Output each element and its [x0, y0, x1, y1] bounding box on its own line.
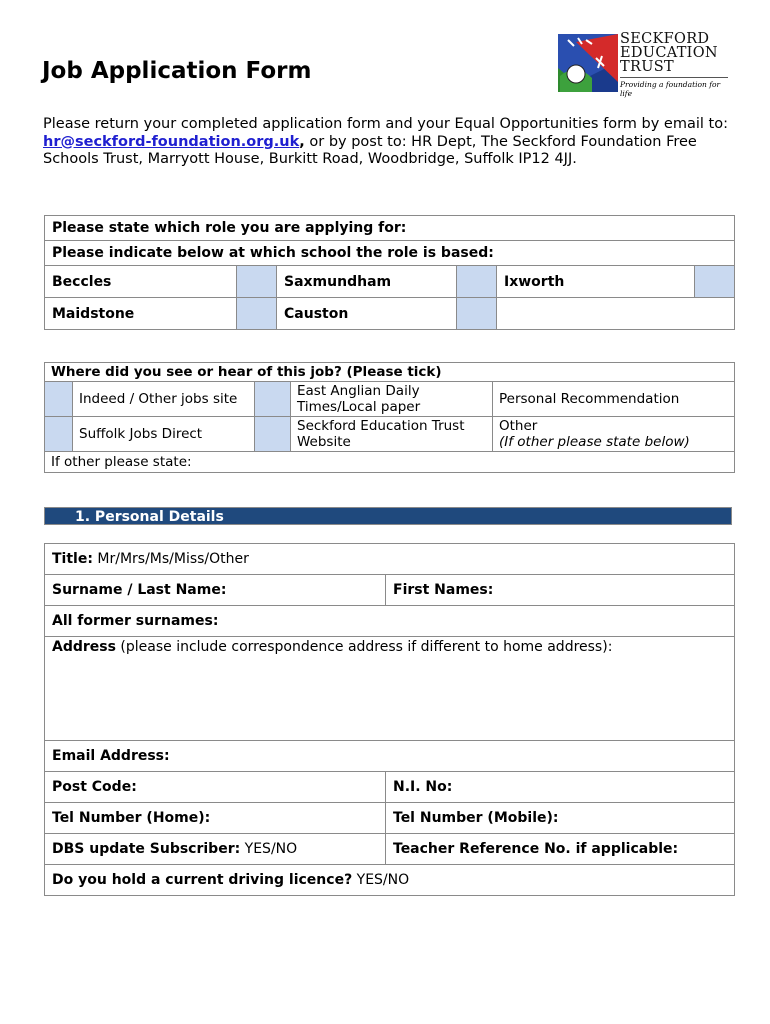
address-label: Address — [52, 639, 116, 655]
licence-label: Do you hold a current driving licence? — [52, 872, 353, 888]
source-tick-suffolk[interactable] — [45, 417, 73, 452]
source-other-note: (If other please state below) — [499, 434, 690, 450]
logo-tagline: Providing a foundation for life — [620, 80, 721, 98]
ni-number-field[interactable]: N.I. No: — [386, 772, 735, 803]
personal-details-section-header — [44, 507, 732, 525]
tel-mobile-field[interactable]: Tel Number (Mobile): — [386, 803, 735, 834]
source-label-suffolk: Suffolk Jobs Direct — [73, 417, 255, 452]
school-label-saxmundham: Saxmundham — [277, 266, 457, 298]
school-label-ixworth: Ixworth — [497, 266, 695, 298]
seckford-crest-icon — [556, 32, 620, 96]
school-label-causton: Causton — [277, 298, 457, 330]
school-tick-maidstone[interactable] — [237, 298, 277, 330]
dbs-label: DBS update Subscriber: — [52, 841, 241, 857]
role-school-table — [44, 215, 735, 330]
address-note: (please include correspondence address if different to home address): — [120, 639, 613, 655]
source-label-indeed: Indeed / Other jobs site — [73, 382, 255, 417]
intro-comma: , — [299, 133, 305, 150]
intro-text-2: or by post to: HR Dept, The Seckford Foundation Free Schools Trust, Marryott House, Burkitt Road, Woodbridge, Suffolk IP12 4JJ. — [43, 133, 697, 167]
seckford-logo — [556, 30, 734, 96]
driving-licence-field[interactable] — [45, 865, 735, 896]
email-field[interactable]: Email Address: — [45, 741, 735, 772]
source-label-other: Other — [499, 418, 538, 434]
source-tick-eadt[interactable] — [255, 382, 291, 417]
intro-paragraph — [43, 116, 733, 169]
school-tick-causton[interactable] — [457, 298, 497, 330]
logo-line-2: EDUCATION — [620, 45, 718, 61]
job-source-table — [44, 362, 735, 473]
tel-home-field[interactable]: Tel Number (Home): — [45, 803, 386, 834]
title-label: Title: — [52, 551, 93, 567]
dbs-value: YES/NO — [244, 841, 298, 857]
hr-email-link[interactable]: hr@seckford-foundation.org.uk — [43, 133, 300, 150]
former-surnames-field[interactable]: All former surnames: — [45, 606, 735, 637]
page-title: Job Application Form — [42, 58, 312, 84]
personal-details-heading: 1. Personal Details — [75, 509, 224, 525]
first-names-field[interactable]: First Names: — [386, 575, 735, 606]
source-other-state-field[interactable]: If other please state: — [45, 452, 735, 473]
source-label-eadt: East Anglian Daily Times/Local paper — [291, 382, 493, 417]
school-tick-ixworth[interactable] — [695, 266, 735, 298]
teacher-ref-field[interactable]: Teacher Reference No. if applicable: — [386, 834, 735, 865]
personal-details-table — [44, 543, 735, 896]
logo-divider — [620, 77, 728, 78]
title-field[interactable] — [45, 544, 735, 575]
source-label-recommendation[interactable]: Personal Recommendation — [493, 382, 735, 417]
source-label-website: Seckford Education Trust Website — [291, 417, 493, 452]
school-empty-cell — [497, 298, 735, 330]
logo-line-3: TRUST — [620, 59, 674, 75]
licence-value: YES/NO — [356, 872, 410, 888]
dbs-field[interactable] — [45, 834, 386, 865]
intro-text-1: Please return your completed application form and your Equal Opportunities form by email to: — [43, 116, 728, 132]
source-other-cell[interactable] — [493, 417, 735, 452]
school-prompt: Please indicate below at which school the role is based: — [45, 241, 735, 266]
postcode-field[interactable]: Post Code: — [45, 772, 386, 803]
address-field[interactable] — [45, 637, 735, 741]
school-label-beccles: Beccles — [45, 266, 237, 298]
source-tick-indeed[interactable] — [45, 382, 73, 417]
role-prompt[interactable]: Please state which role you are applying for: — [45, 216, 735, 241]
school-tick-beccles[interactable] — [237, 266, 277, 298]
logo-line-1: SECKFORD — [620, 31, 710, 47]
school-tick-saxmundham[interactable] — [457, 266, 497, 298]
surname-field[interactable]: Surname / Last Name: — [45, 575, 386, 606]
school-label-maidstone: Maidstone — [45, 298, 237, 330]
source-tick-website[interactable] — [255, 417, 291, 452]
source-heading: Where did you see or hear of this job? (Please tick) — [45, 363, 735, 382]
title-options: Mr/Mrs/Ms/Miss/Other — [97, 551, 249, 567]
